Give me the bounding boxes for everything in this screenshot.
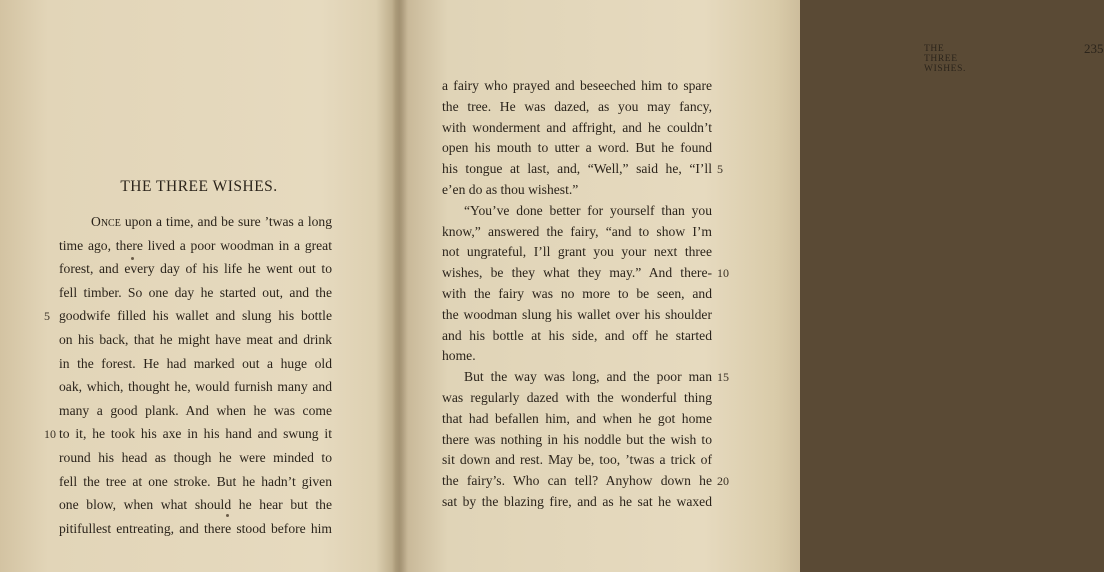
line-text: sat by the blazing fire, and as he sat he waxed — [442, 494, 712, 509]
text-line — [59, 399, 332, 423]
line-number: 10 — [717, 266, 729, 281]
line-text: fell timber. So one day he started out, and the — [59, 284, 332, 300]
print-speck — [131, 257, 134, 260]
line-text: on his back, that he might have meat and drink — [59, 332, 332, 347]
text-line — [59, 352, 332, 376]
text-line — [59, 517, 332, 541]
line-text: was regularly dazed with the wonderful thing — [442, 390, 712, 405]
line-text: “You’ve done better for yourself than you — [464, 202, 712, 218]
line-text: to it, he took his axe in his hand and swung it — [59, 426, 332, 442]
left-page — [0, 0, 398, 572]
text-line — [59, 446, 332, 470]
line-number: 5 — [44, 309, 50, 324]
line-text: with the fairy was no more to be seen, and — [442, 286, 712, 301]
text-line — [59, 281, 332, 305]
line-text: fell the tree at one stroke. But he hadn’t given — [59, 473, 332, 489]
line-text: sit down and rest. May be, too, ’twas a trick of — [442, 452, 712, 468]
line-text: open his mouth to utter a word. But he found — [442, 140, 712, 156]
running-head: THE THREE WISHES. — [924, 44, 966, 74]
line-text: But the way was long, and the poor man — [464, 369, 712, 385]
line-text: the tree. He was dazed, as you may fancy, — [442, 98, 712, 114]
text-line — [59, 470, 332, 494]
bleed-through-text — [20, 38, 360, 98]
line-text: forest, and every day of his life he went out to — [59, 261, 332, 277]
chapter-title: THE THREE WISHES. — [120, 178, 278, 195]
line-text: the fairy’s. Who can tell? Anyhow down he — [442, 473, 712, 489]
text-line — [59, 493, 332, 517]
line-text: time ago, there lived a poor woodman in a great — [59, 237, 332, 253]
line-number: 10 — [44, 427, 56, 442]
text-line — [59, 328, 332, 352]
line-text: pitifullest entreating, and there stood before him — [59, 520, 332, 536]
line-text: the woodman slung his wallet over his shoulder — [442, 306, 712, 322]
line-text: know,” answered the fairy, “and to show I’m — [442, 223, 712, 239]
page-number: 235 — [1084, 41, 1104, 56]
line-text: e’en do as thou wishest.” — [442, 182, 579, 197]
text-line — [442, 490, 712, 514]
print-speck — [226, 514, 229, 517]
line-text: that had befallen him, and when he got home — [442, 410, 712, 426]
line-text: in the forest. He had marked out a huge old — [59, 355, 332, 371]
text-line — [91, 210, 332, 234]
line-number: 5 — [717, 162, 723, 177]
text-line — [59, 304, 332, 328]
line-number: 20 — [717, 474, 729, 489]
line-text: and his bottle at his side, and off he started — [442, 327, 712, 343]
text-line — [59, 234, 332, 258]
right-page — [400, 0, 1104, 572]
line-text: a fairy who prayed and beseeched him to spare — [442, 78, 712, 93]
line-text: goodwife filled his wallet and slung his bottle — [59, 308, 332, 324]
line-text: one blow, when what should he hear but the — [59, 497, 332, 513]
line-text: his tongue at last, and, “Well,” said he, “I’ll — [442, 161, 712, 177]
line-text: there was nothing in his noddle but the wish to — [442, 431, 712, 447]
line-text: wishes, be they what they may.” And there- — [442, 265, 712, 281]
line-text: many a good plank. And when he was come — [59, 402, 332, 418]
line-text: round his head as though he were minded to — [59, 450, 332, 465]
line-text: home. — [442, 348, 476, 364]
text-line — [59, 422, 332, 446]
line-number: 15 — [717, 370, 729, 385]
line-text: oak, which, thought he, would furnish many and — [59, 379, 332, 395]
line-text: upon a time, and be sure ’twas a long — [120, 214, 332, 229]
drop-lead-word: Once — [91, 214, 121, 229]
text-line — [59, 375, 332, 399]
text-line — [59, 257, 332, 281]
line-text: not ungrateful, I’ll grant you your next three — [442, 244, 712, 260]
line-text: with wonderment and affright, and he couldn’t — [442, 119, 712, 135]
